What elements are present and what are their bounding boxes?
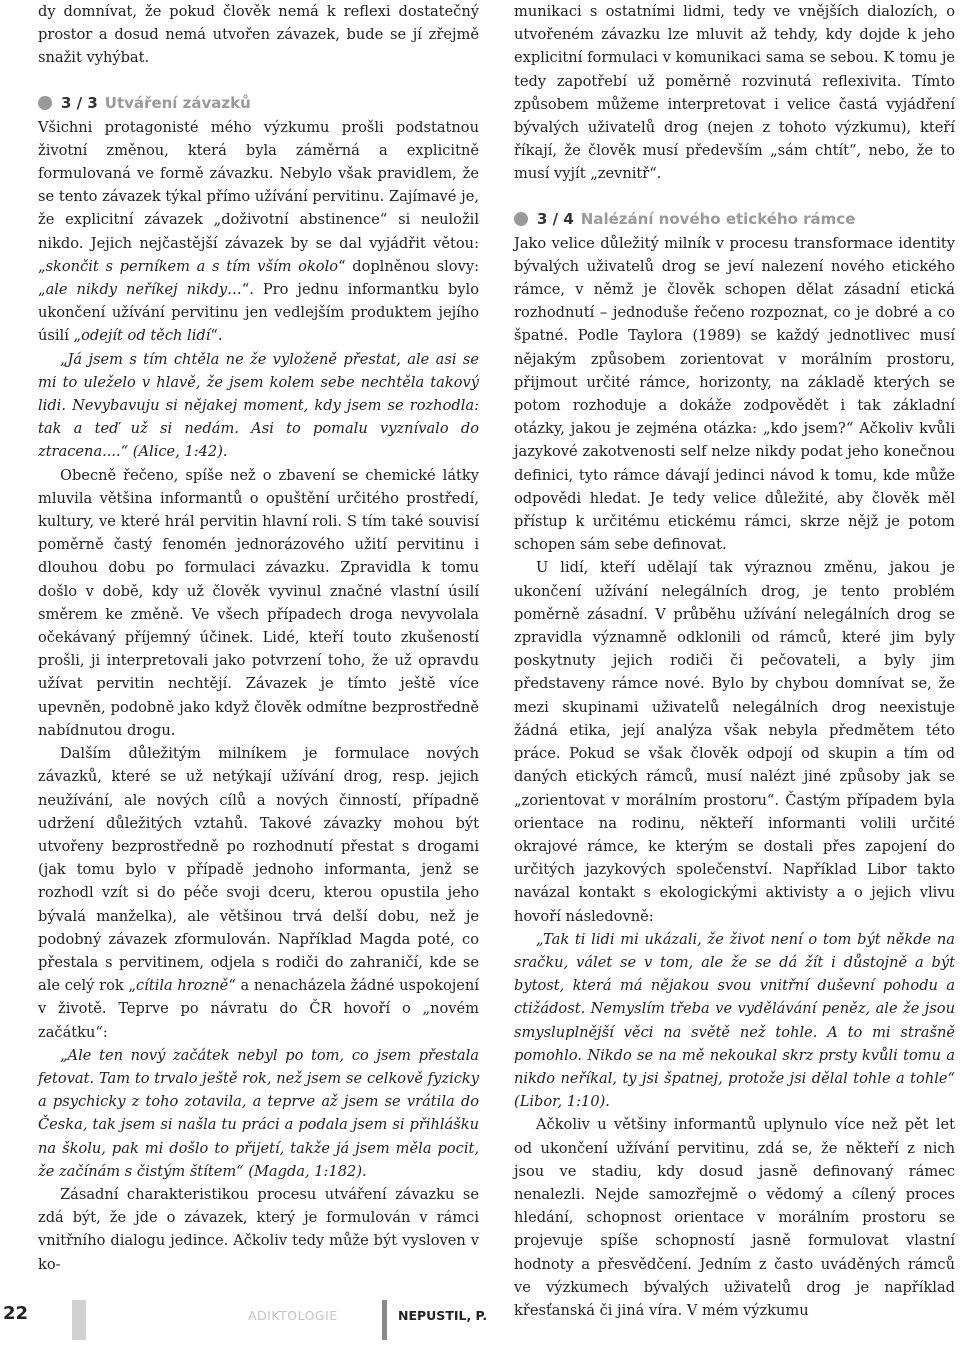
section-heading [38,92,479,114]
section-number: 3 / 3 [61,93,98,112]
paragraph: Všichni protagonisté mého výzkumu prošli podstatnou životní změnou, která byla záměrná a explicitně formulovaná ve formě závazku. Nebylo však pravidlem, že se tento závazek týkal přímo užívání pervitinu. Zajímavé je, že explicitní závazek „doživotní abstinence“ si neuložil nikdo. Jejich nejčastější závazek by se dal vyjádřit větou: „skončit s perníkem a s tím vším okolo“ doplněnou slovy: „ale nikdy neříkej nikdy…“. Pro jednu informantku bylo ukončení užívání pervitinu jen vedlejším produktem jejího úsilí „odejít od těch lidí“. [38,118,479,345]
paragraph: Jako velice důležitý milník v procesu transformace identity bývalých uživatelů drog se jeví nalezení nového etického rámce, v němž je člověk schopen dělat zásadní etická rozhodnutí – jednoduše řečeno rozpoznat, co je dobré a co špatné. Podle Taylora (1989) se každý jednotlivec musí nějakým způsobem zorientovat v morálním prostoru, přijmout určité rámce, horizonty, na základě kterých se potom rozhoduje a dokáže zodpovědět i tak základní otázky, jakou je zejména otázka: „kdo jsem?“ Ačkoliv kvůli jazykové zakotvenosti self nelze nikdy podat jeho konečnou definici, tyto rámce dávají jedinci návod k tomu, kde může odpovědi hledat. Je tedy velice důležité, aby člověk měl přístup k určitému etickému rámci, skrze nějž je potom schopen sám sebe definovat. [514,234,955,554]
quotation: „Ale ten nový začátek nebyl po tom, co jsem přestala fetovat. Tam to trvalo ještě rok, než jsem se celkově fyzicky a psychicky z toho zotavila, a teprve až jsem se vrátila do Česka, tak jsem si našla tu práci a podala jsem si přihlášku na školu, pak mi došlo to přijetí, takže já jsem měla pocit, že začínám s čistým štítem“ (Magda, 1:182). [38,1046,479,1180]
paragraph: munikaci s ostatními lidmi, tedy ve vnějších dialozích, o utvořeném závazku lze mluvit až tehdy, kdy dojde k jeho explicitní formulaci v komunikaci sama se sebou. K tomu je tedy zapotřebí už poměrně rozvinutá reflexivita. Tímto způsobem můžeme interpretovat i velice častá vyjádření bývalých uživatelů drog (nejen z tohoto výzkumu), kteří říkají, že člověk musí především „sám chtít“, nebo, že to musí vyjít „zevnitř“. [514,3,955,183]
paragraph: Ačkoliv u většiny informantů uplynulo více než pět let od ukončení užívání pervitinu, zdá se, že někteří z nich jsou ve stadiu, kdy dosud jasně definovaný rámec nenalezli. Nejde samozřejmě o vědomý a cílený proces hledání, schopnost orientace v morálním prostoru se projevuje spíše schopností jasně formulovat vlastní hodnoty a přesvědčení. Jedním z často uváděných rámců ve výzkumech bývalých uživatelů drog je například křesťanská či jiná víra. V mém výzkumu [514,1116,955,1319]
author-name: NEPUSTIL, P. [398,1308,488,1323]
bullet-dot-icon [38,96,52,110]
section-heading [514,208,955,230]
paragraph: Dalším důležitým milníkem je formulace nových závazků, které se už netýkají užívání drog, resp. jejich neužívání, ale nových cílů a nových činností, případně udržení důležitých vztahů. Takové závazky mohou být utvořeny bezprostředně po rozhodnutí přestat s drogami (jak tomu bylo v případě jednoho informanta, jenž se rozhodl vzít si do péče svoji dceru, kterou opustila jeho bývalá manželka), ale většinou trvá delší dobu, než je podobný závazek zformulován. Například Magda poté, co přestala s pervitinem, odjela s rodiči do zahraničí, kde se ale celý rok „cítila hrozně“ a nenacházela žádné uspokojení v životě. Teprve po návratu do ČR hovoří o „novém začátku“: [38,745,479,1041]
section-title: Nalézání nového etického rámce [580,209,856,228]
paragraph: U lidí, kteří udělají tak výraznou změnu, jakou je ukončení užívání nelegálních drog, je tento problém poměrně zásadní. V průběhu užívání nelegálních drog se zpravidla významně odklonili od rámců, které jim byly poskytnuty jejich rodiči či pečovateli, a byly jim představeny rámce nové. Bylo by chybou domnívat se, že mezi skupinami uživatelů nelegálních drog neexistuje žádná etika, její analýza však nebyla předmětem této práce. Pokud se však člověk odpojí od skupin a tím od daných etických rámců, musí nalézt jiné způsoby jak se „zorientovat v morálním prostoru“. Častým případem byla orientace na rodinu, někteří informanti volili určité okrajové rámce, ke kterým se dostali přes zapojení do určitých jazykových společenství. Například Libor takto navázal kontakt s ekologickými aktivisty a o jejich vlivu hovoří následovně: [514,559,955,925]
quotation: „Tak ti lidi mi ukázali, že život není o tom být někde na sračku, válet se v tom, ale že se dá žít i důstojně a být bytost, která má nějakou svou vnitřní duševní pohodu a ctižádost. Nemyslím třeba ve vydělávání peněz, ale že jsou smysluplnější věci na světě než tohle. A to mi strašně pomohlo. Nikdo se na mě nekoukal skrz prsty kvůli tomu a nikdo neříkal, ty jsi špatnej, protože jsi dělal tohle a tohle“ (Libor, 1:10). [514,930,955,1111]
quotation: „Já jsem s tím chtěla ne že vyloženě přestat, ale asi se mi to uleželo v hlavě, že jsem kolem sebe nechtěla takový lidi. Nevybavuju si nějakej moment, kdy jsem se rozhodla: tak a teď už si nedám. Asi to pomalu vyznívalo do ztracena....“ (Alice, 1:42). [38,350,479,461]
footer-bar [72,1300,86,1340]
page-number: 22 [3,1303,29,1324]
section-number: 3 / 4 [537,209,574,228]
left-column [38,0,479,1276]
journal-name: ADIKTOLOGIE [248,1308,338,1323]
page-footer [0,1300,960,1340]
section-title: Utváření závazků [104,93,251,112]
paragraph: dy domnívat, že pokud člověk nemá k reflexi dostatečný prostor a dosud nemá utvořen závazek, bude se jí zřejmě snažit vyhýbat. [38,3,479,67]
footer-divider [382,1300,387,1340]
right-column [514,0,955,1322]
paragraph: Obecně řečeno, spíše než o zbavení se chemické látky mluvila většina informantů o opuštění určitého prostředí, kultury, ve které hrál pervitin hlavní roli. S tím také souvisí poměrně častý fenomén jednorázového užití pervitinu i dlouhou dobu po formulaci závazku. Zpravidla k tomu došlo v době, kdy už člověk vyvinul značné vlastní úsilí směrem ke změně. Ve všech případech droga nevyvolala očekávaný příjemný účinek. Lidé, kteří touto zkušeností prošli, ji interpretovali jako potvrzení toho, že už opravdu užívat pervitin nechtějí. Závazek je tímto ještě více upevněn, podobně jako když člověk odmítne bezprostředně nabídnutou drogu. [38,466,479,739]
bullet-dot-icon [514,212,528,226]
paragraph: Zásadní charakteristikou procesu utváření závazku se zdá být, že jde o závazek, který je formulován v rámci vnitřního dialogu jedince. Ačkoliv tedy může být vysloven v ko- [38,1185,479,1273]
